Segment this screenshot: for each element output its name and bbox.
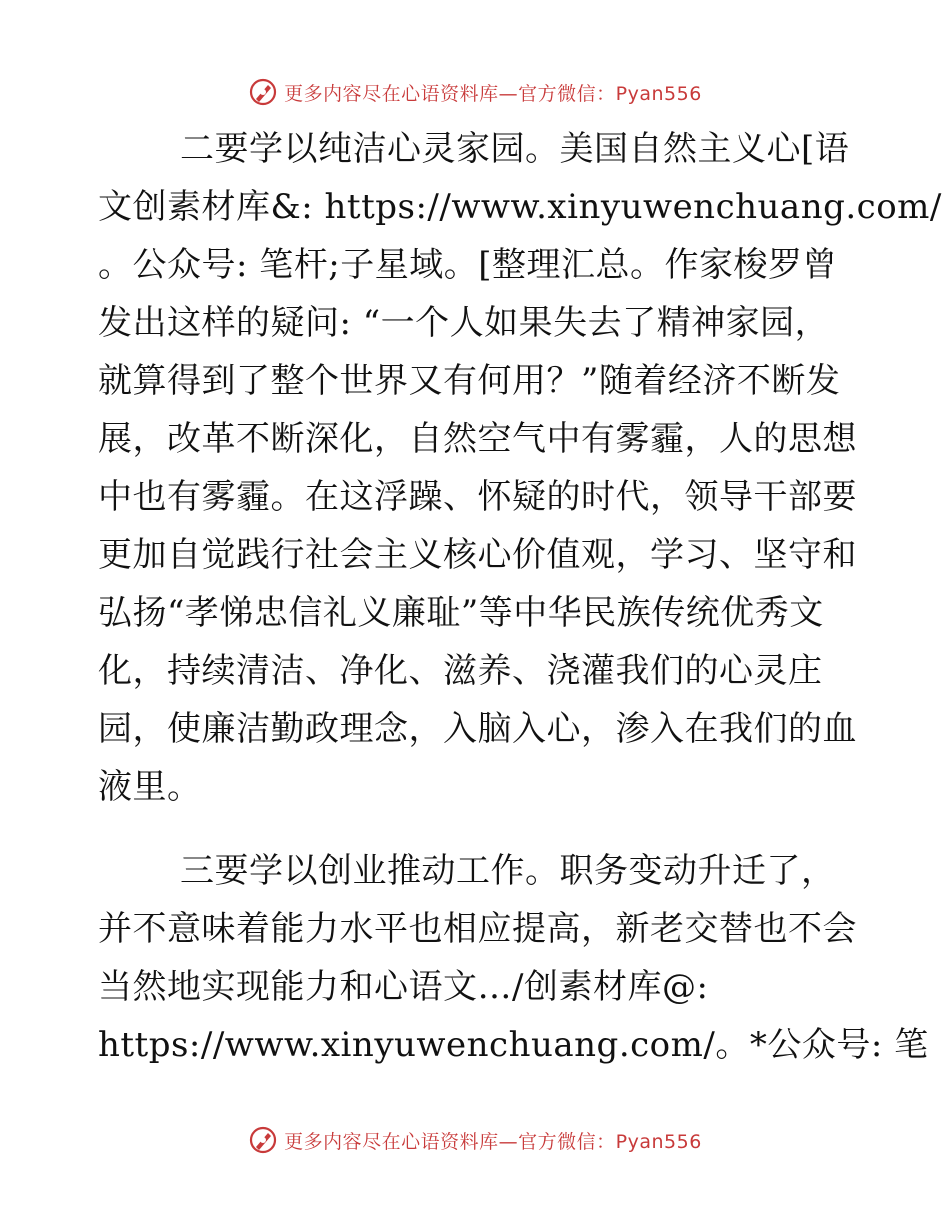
text-line: 文创素材库&: https://www.xinyuwenchuang.com/ — [98, 187, 942, 227]
quill-pen-logo-icon — [248, 77, 278, 107]
paragraph-gap — [98, 816, 848, 842]
paragraph-2 — [98, 842, 929, 1074]
text-line: 弘扬“孝悌忠信礼义廉耻”等中华民族传统优秀文 — [98, 593, 824, 633]
quill-pen-logo-icon — [248, 1125, 278, 1155]
footer-banner — [0, 1120, 950, 1160]
text-line: 中也有雾霾。在这浮躁、怀疑的时代，领导干部要 — [98, 477, 857, 517]
text-line: 发出这样的疑问: “一个人如果失去了精神家园， — [98, 303, 830, 343]
header-banner-text: 更多内容尽在心语资料库—官方微信：Pyan556 — [284, 82, 702, 105]
text-line: 就算得到了整个世界又有何用？”随着经济不断发 — [98, 361, 841, 401]
header-banner — [0, 72, 950, 112]
text-line: 三要学以创业推动工作。职务变动升迁了， — [180, 851, 836, 891]
text-line: 二要学以纯洁心灵家园。美国自然主义心[语 — [180, 129, 850, 169]
text-line: 液里。 — [98, 767, 202, 807]
text-line: 。公众号: 笔杆;子星域。[整理汇总。作家梭罗曾 — [98, 245, 837, 285]
paragraph-1 — [98, 120, 942, 816]
text-line: https://www.xinyuwenchuang.com/。*公众号: 笔 — [98, 1025, 929, 1065]
text-line: 园，使廉洁勤政理念，入脑入心，渗入在我们的血 — [98, 709, 857, 749]
document-body — [98, 120, 942, 1074]
text-line: 并不意味着能力水平也相应提高，新老交替也不会 — [98, 909, 857, 949]
text-line: 化，持续清洁、净化、滋养、浇灌我们的心灵庄 — [98, 651, 823, 691]
text-line: 更加自觉践行社会主义核心价值观，学习、坚守和 — [98, 535, 857, 575]
footer-banner-text: 更多内容尽在心语资料库—官方微信：Pyan556 — [284, 1130, 702, 1153]
text-line: 当然地实现能力和心语文…/创素材库@: — [98, 967, 709, 1007]
text-line: 展，改革不断深化，自然空气中有雾霾，人的思想 — [98, 419, 857, 459]
